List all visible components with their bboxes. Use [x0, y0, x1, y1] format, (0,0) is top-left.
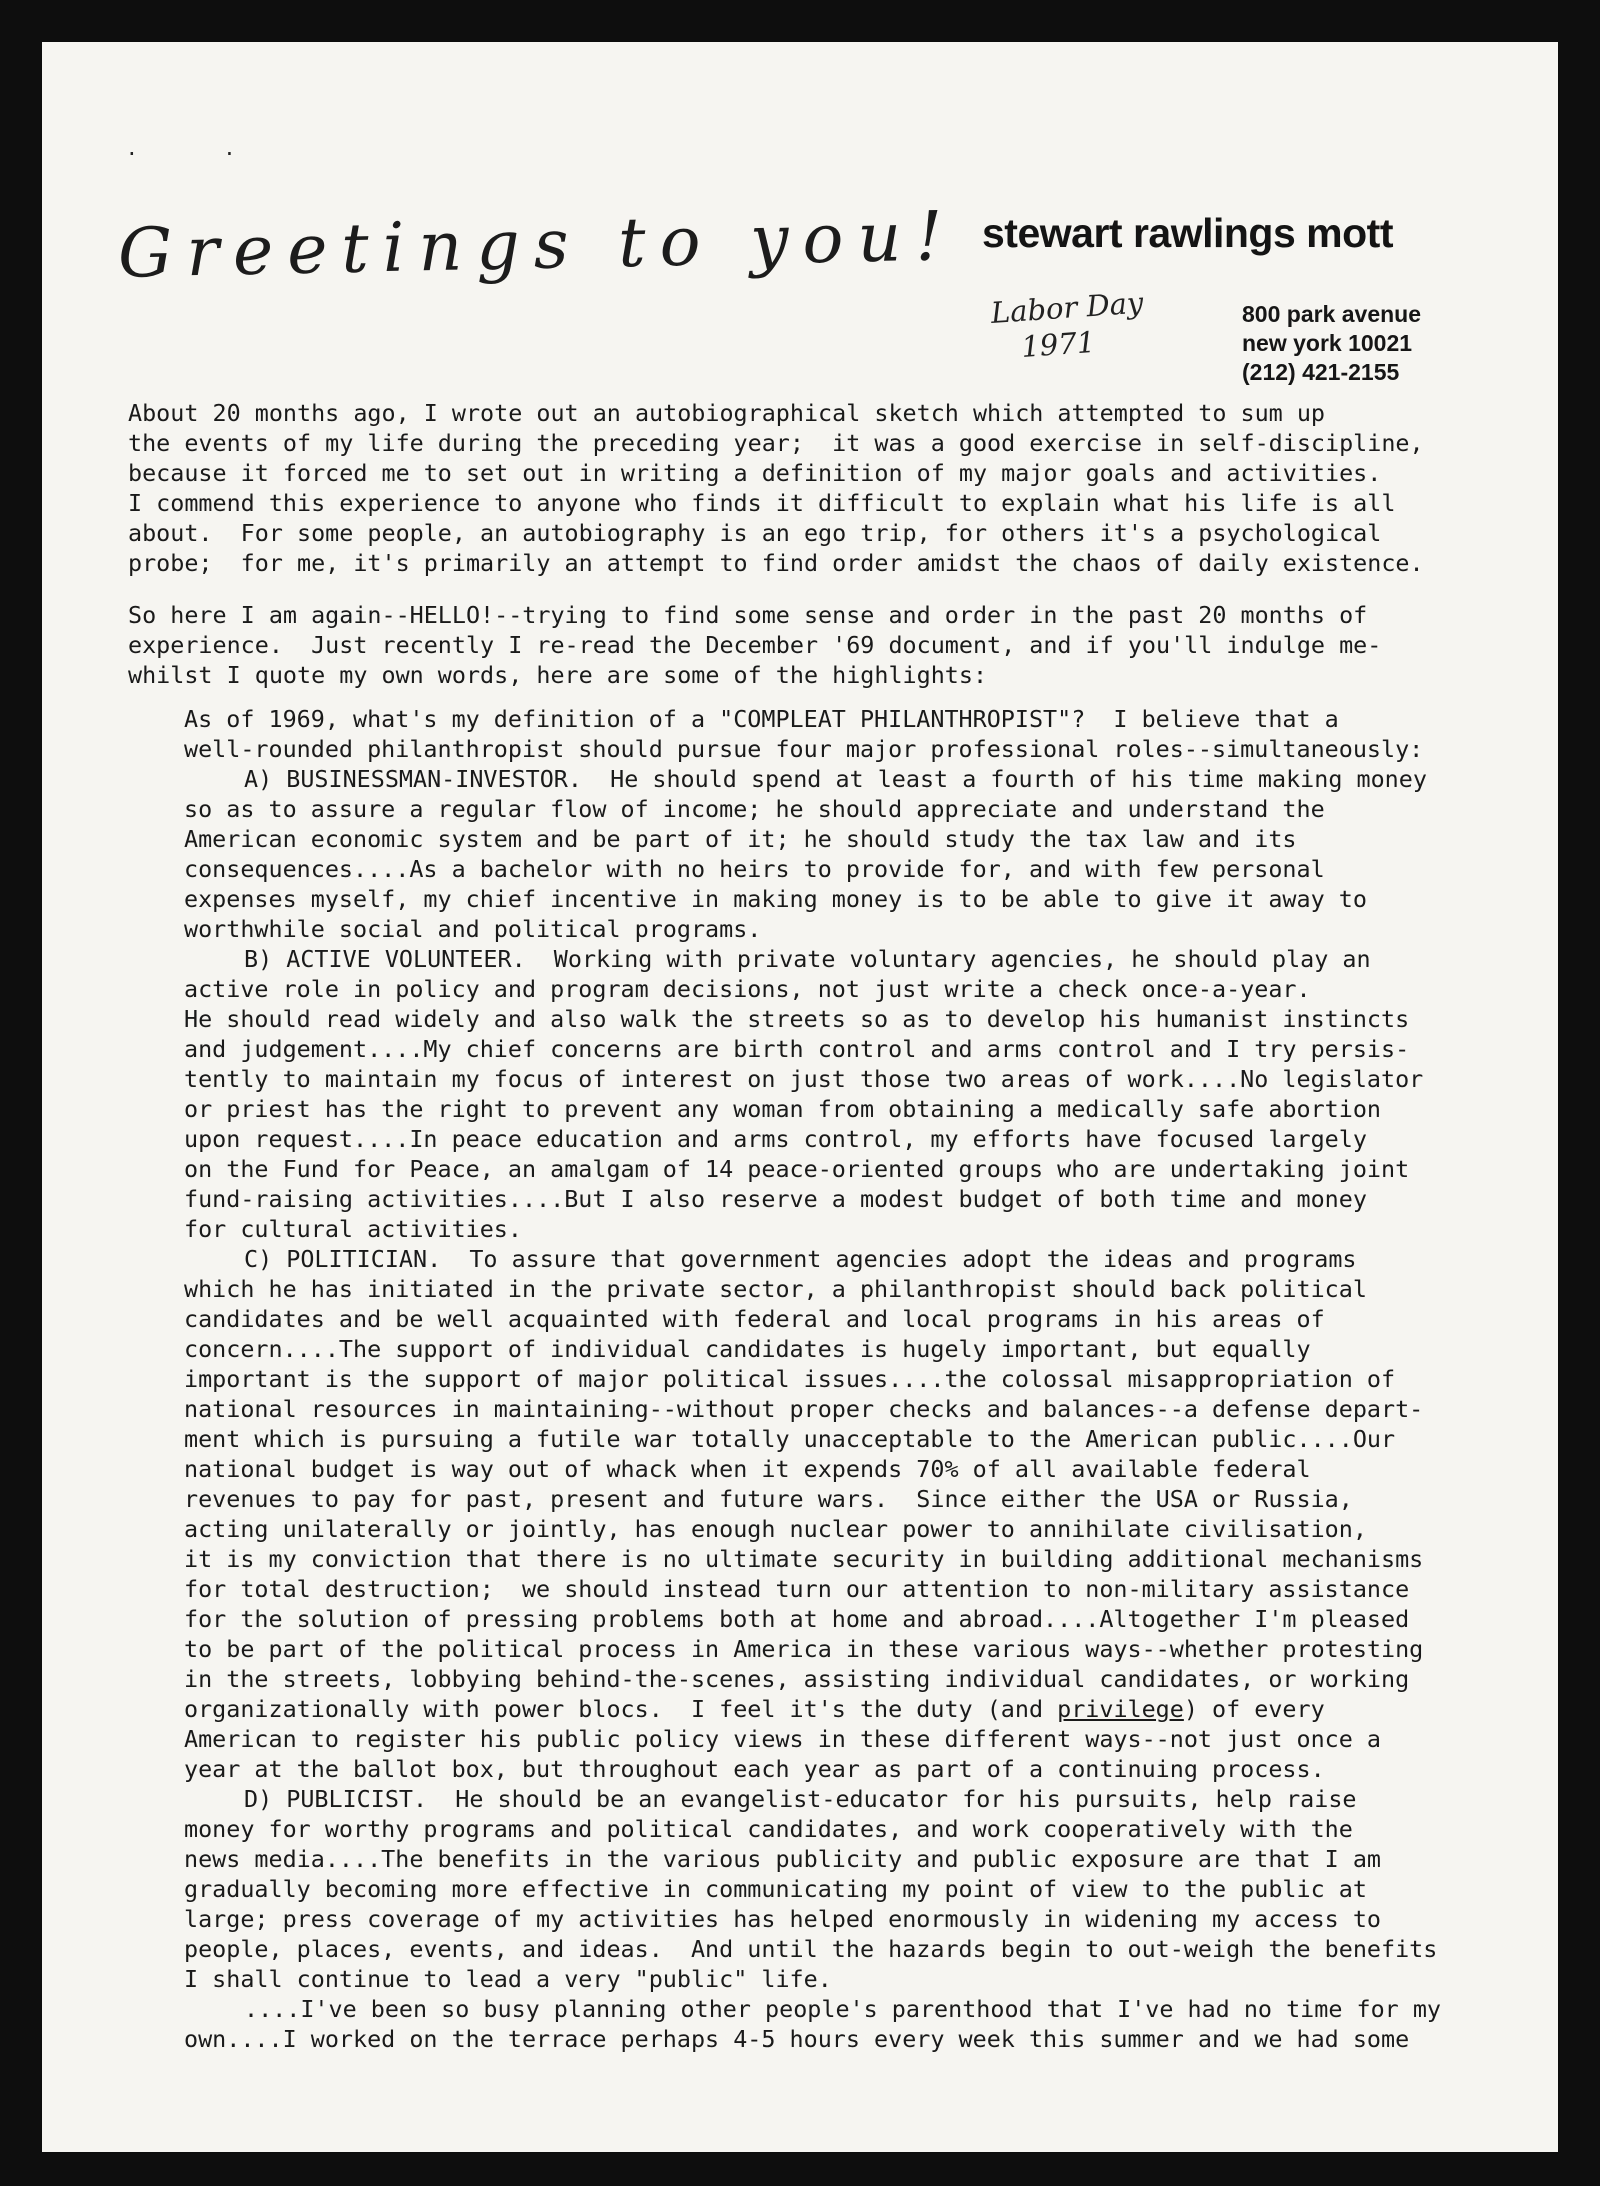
letterhead-address	[1242, 300, 1502, 387]
text-line: the events of my life during the preceding year; it was a good exercise in self-discipline,	[128, 429, 1424, 457]
address-phone: (212) 421-2155	[1242, 359, 1400, 385]
quote-line: consequences....As a bachelor with no heirs to provide for, and with few personal	[184, 855, 1325, 883]
text-line: because it forced me to set out in writing a definition of my major goals and activities.	[128, 459, 1382, 487]
quote-line: expenses myself, my chief incentive in making money is to be able to give it away to	[184, 885, 1367, 913]
letterhead-name: stewart rawlings mott	[982, 210, 1393, 256]
quote-line: active role in policy and program decisions, not just write a check once-a-year.	[184, 975, 1311, 1003]
quote-line: on the Fund for Peace, an amalgam of 14 peace-oriented groups who are undertaking joint	[184, 1155, 1410, 1183]
quote-line: tently to maintain my focus of interest on just those two areas of work....No legislator	[184, 1065, 1424, 1093]
text-line: probe; for me, it's primarily an attempt to find order amidst the chaos of daily existence.	[128, 549, 1424, 577]
handwritten-date	[990, 281, 1195, 367]
quote-line: and judgement....My chief concerns are birth control and arms control and I try persis-	[184, 1035, 1410, 1063]
text-line: About 20 months ago, I wrote out an autobiographical sketch which attempted to sum up	[128, 399, 1325, 427]
quote-line: As of 1969, what's my definition of a "COMPLEAT PHILANTHROPIST"? I believe that a	[184, 705, 1339, 733]
quote-line: ment which is pursuing a futile war totally unacceptable to the American public....Our	[184, 1425, 1396, 1453]
quote-line: worthwhile social and political programs.	[184, 915, 762, 943]
quote-line: American economic system and be part of it; he should study the tax law and its	[184, 825, 1297, 853]
quote-line: which he has initiated in the private sector, a philanthropist should back political	[184, 1275, 1367, 1303]
text-line: whilst I quote my own words, here are some of the highlights:	[128, 661, 988, 689]
quote-line: He should read widely and also walk the streets so as to develop his humanist instincts	[184, 1005, 1410, 1033]
quote-line: acting unilaterally or jointly, has enough nuclear power to annihilate civilisation,	[184, 1515, 1367, 1543]
address-street: 800 park avenue	[1242, 301, 1422, 327]
quote-line: so as to assure a regular flow of income; he should appreciate and understand the	[184, 795, 1325, 823]
quote-line: for total destruction; we should instead turn our attention to non-military assistance	[184, 1575, 1410, 1603]
date-line-1: Labor Day	[989, 285, 1145, 330]
letter-body	[128, 398, 1528, 2054]
document-page	[42, 42, 1558, 2152]
quote-line: in the streets, lobbying behind-the-scenes, assisting individual candidates, or working	[184, 1665, 1410, 1693]
quote-line: it is my conviction that there is no ultimate security in building additional mechanisms	[184, 1545, 1424, 1573]
closing-line: own....I worked on the terrace perhaps 4-5 hours every week this summer and we had some	[184, 2025, 1410, 2053]
quote-line: national budget is way out of whack when it expends 70% of all available federal	[184, 1455, 1311, 1483]
quote-line: money for worthy programs and political candidates, and work cooperatively with the	[184, 1815, 1353, 1843]
quote-line: important is the support of major political issues....the colossal misappropriation of	[184, 1365, 1396, 1393]
quote-line: upon request....In peace education and arms control, my efforts have focused largely	[184, 1125, 1367, 1153]
section-d-heading: D) PUBLICIST. He should be an evangelist-educator for his pursuits, help raise	[244, 1785, 1357, 1813]
quote-line: American to register his public policy views in these different ways--not just once a	[184, 1725, 1381, 1753]
quote-line: large; press coverage of my activities has helped enormously in widening my access to	[184, 1905, 1381, 1933]
text-line: about. For some people, an autobiography is an ego trip, for others it's a psychological	[128, 519, 1382, 547]
closing-line: ....I've been so busy planning other people's parenthood that I've had no time for my	[244, 1995, 1441, 2023]
quote-line: or priest has the right to prevent any woman from obtaining a medically safe abortion	[184, 1095, 1381, 1123]
text-line: experience. Just recently I re-read the December '69 document, and if you'll indulge me-	[128, 631, 1382, 659]
quote-line: people, places, events, and ideas. And until the hazards begin to out-weigh the benefits	[184, 1935, 1438, 1963]
handwritten-greeting: Greetings to you!	[117, 197, 958, 294]
quote-line: year at the ballot box, but throughout each year as part of a continuing process.	[184, 1755, 1325, 1783]
text-line: So here I am again--HELLO!--trying to find some sense and order in the past 20 months of	[128, 601, 1368, 629]
quote-line: well-rounded philanthropist should pursue four major professional roles--simultaneously:	[184, 735, 1424, 763]
quote-line: national resources in maintaining--without proper checks and balances--a defense depart-	[184, 1395, 1424, 1423]
quote-line: for cultural activities.	[184, 1215, 522, 1243]
ink-specks: ··	[128, 140, 324, 168]
quote-line: gradually becoming more effective in communicating my point of view to the public at	[184, 1875, 1367, 1903]
address-city: new york 10021	[1242, 330, 1413, 356]
quote-line: news media....The benefits in the various publicity and public exposure are that I am	[184, 1845, 1381, 1873]
quote-line: concern....The support of individual candidates is hugely important, but equally	[184, 1335, 1311, 1363]
quote-line: for the solution of pressing problems both at home and abroad....Altogether I'm pleased	[184, 1605, 1410, 1633]
section-c-heading: C) POLITICIAN. To assure that government agencies adopt the ideas and programs	[244, 1245, 1357, 1273]
quote-line: revenues to pay for past, present and future wars. Since either the USA or Russia,	[184, 1485, 1353, 1513]
text-line: I commend this experience to anyone who finds it difficult to explain what his life is all	[128, 489, 1396, 517]
quote-text: organizationally with power blocs. I feel it's the duty (and	[184, 1695, 1058, 1723]
section-a-heading: A) BUSINESSMAN-INVESTOR. He should spend at least a fourth of his time making money	[244, 765, 1427, 793]
section-b-heading: B) ACTIVE VOLUNTEER. Working with private voluntary agencies, he should play an	[244, 945, 1371, 973]
date-line-2: 1971	[1020, 324, 1097, 364]
underlined-word: privilege	[1057, 1695, 1184, 1723]
quote-text: ) of every	[1183, 1695, 1325, 1723]
quote-line: fund-raising activities....But I also reserve a modest budget of both time and money	[184, 1185, 1367, 1213]
quote-line: candidates and be well acquainted with federal and local programs in his areas of	[184, 1305, 1325, 1333]
quote-line: to be part of the political process in America in these various ways--whether protesting	[184, 1635, 1424, 1663]
quote-line: I shall continue to lead a very "public" life.	[184, 1965, 832, 1993]
quote-line	[128, 1694, 1528, 1724]
